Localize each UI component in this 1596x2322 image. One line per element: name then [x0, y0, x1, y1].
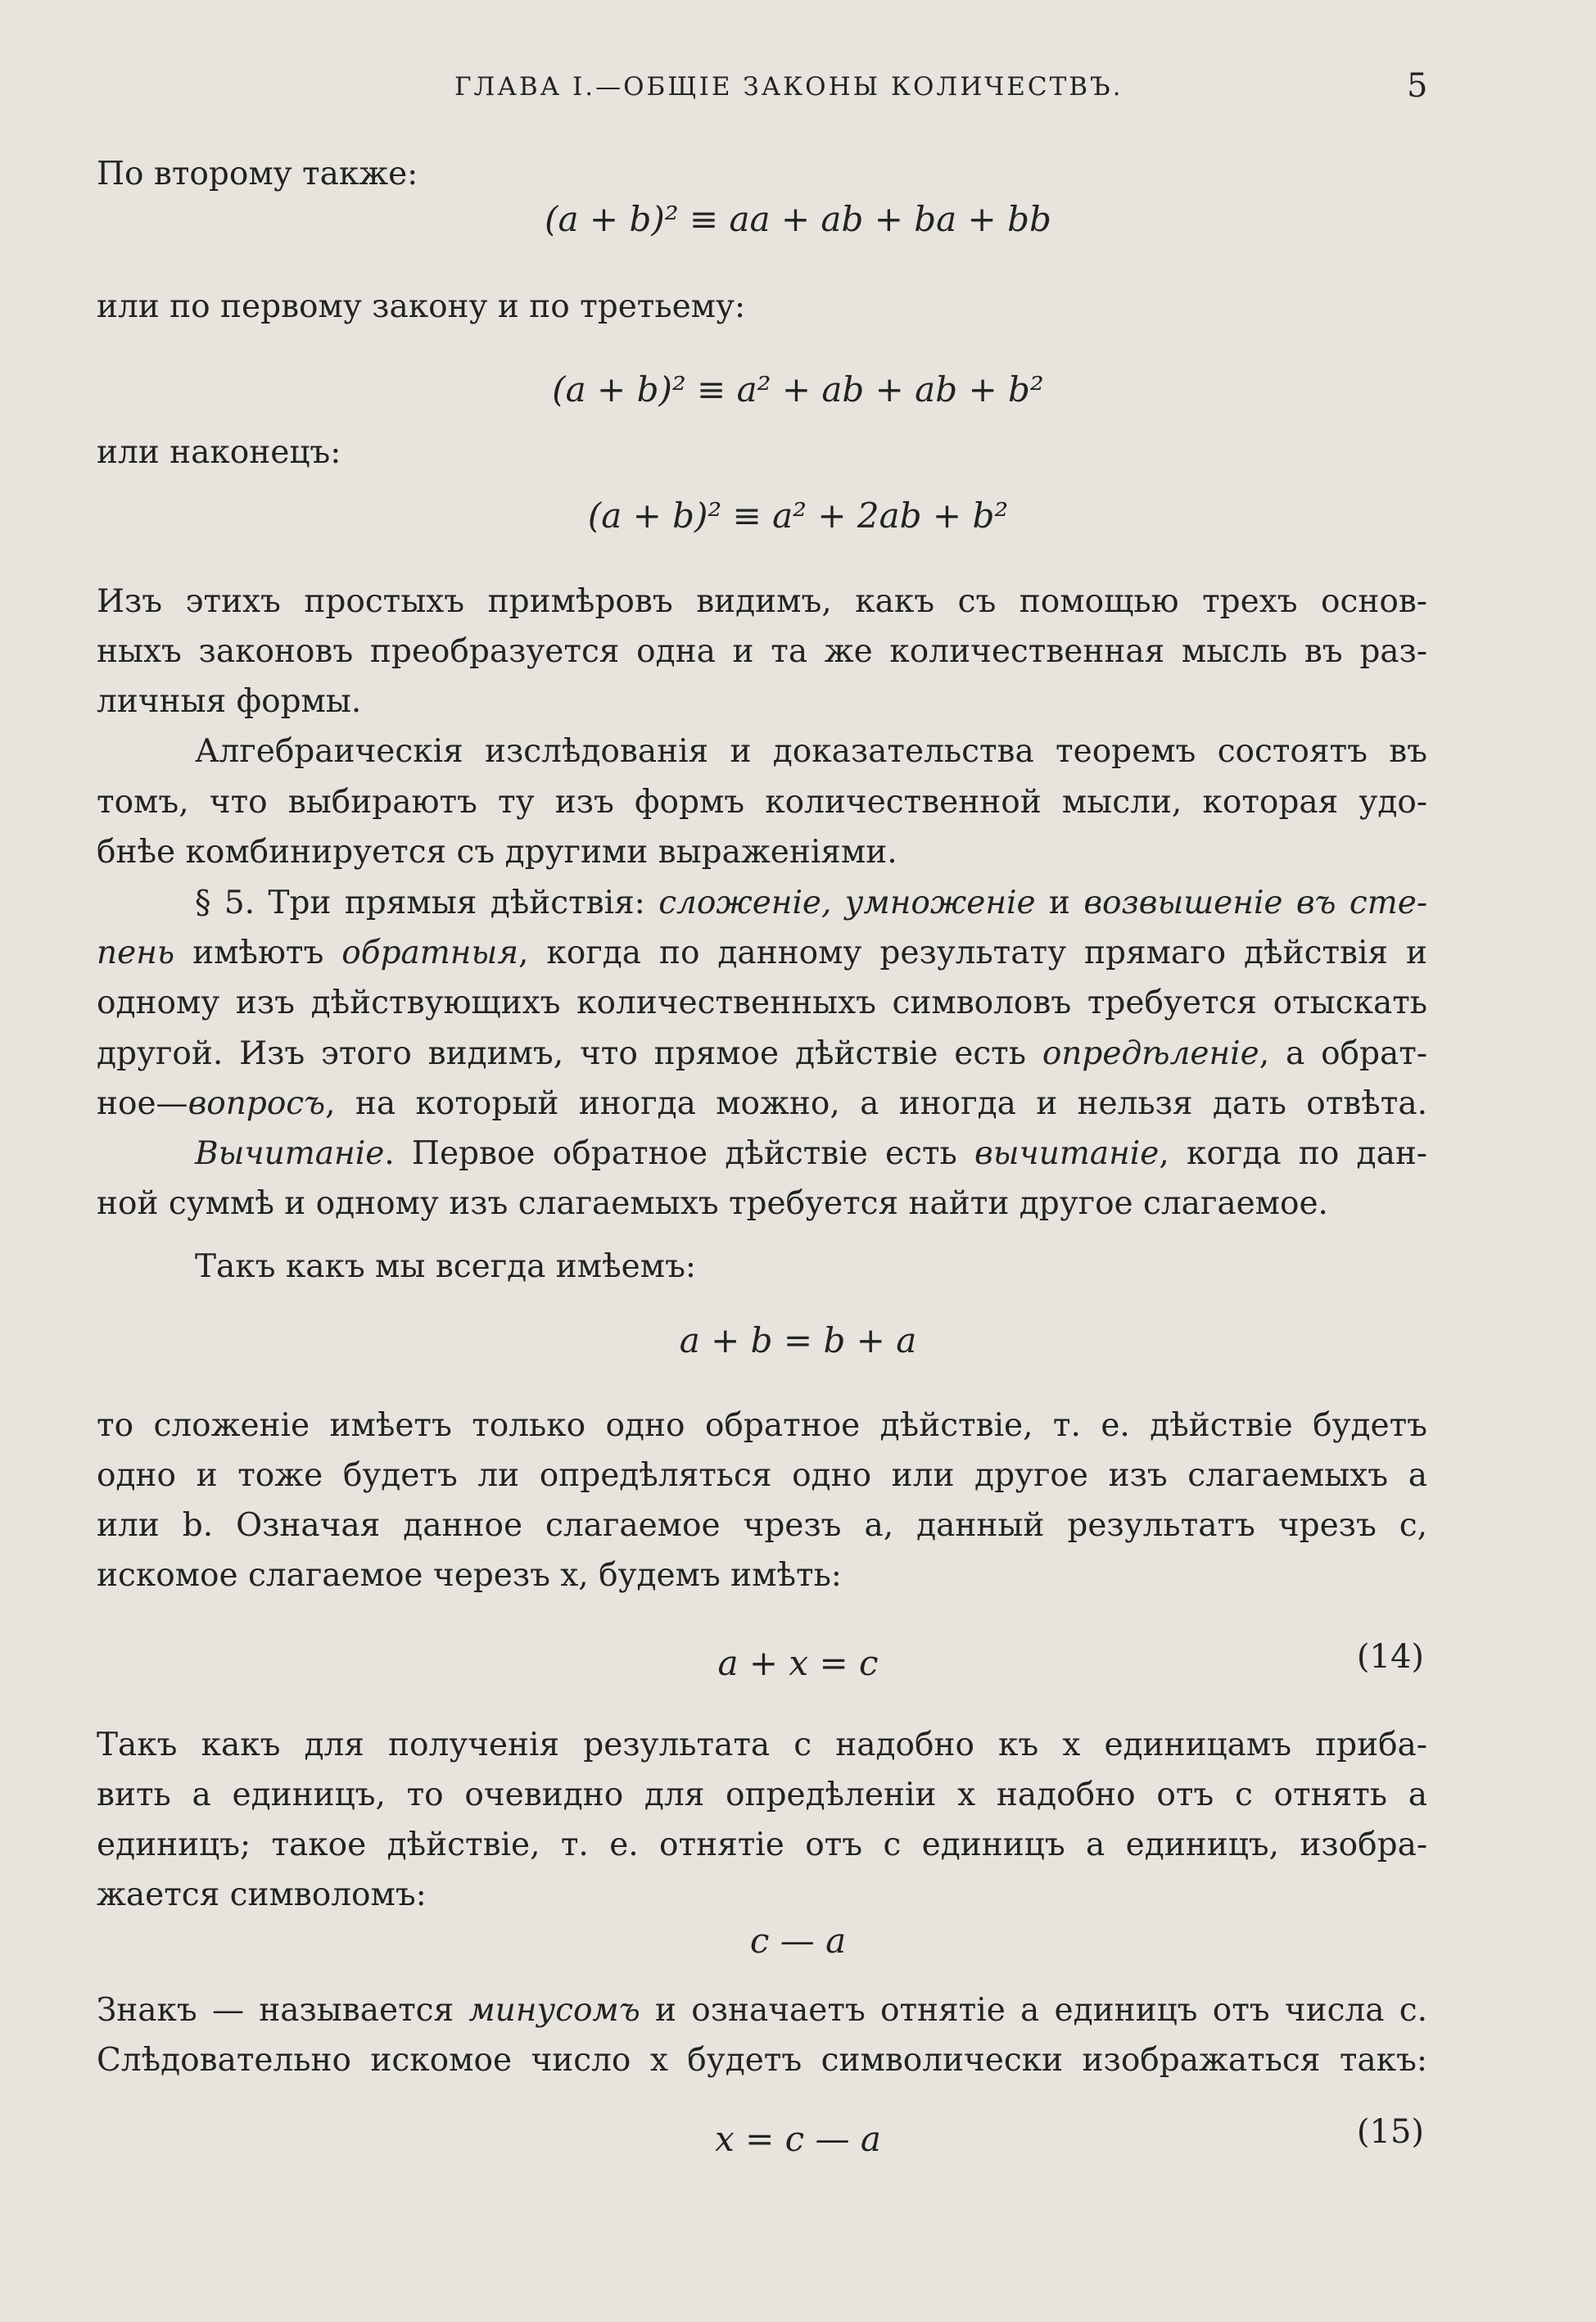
italic-term: опредѣленіе — [1042, 1035, 1259, 1072]
italic-term: минусомъ — [468, 1992, 640, 2029]
text-line: Алгебраическія изслѣдованія и доказательства теоремъ состоятъ въ — [195, 733, 1427, 770]
text-line: вить a единицъ, то очевидно для опредѣленіи x надобно отъ c отнять a — [97, 1777, 1427, 1813]
text-run: , когда по дан- — [1159, 1135, 1427, 1172]
italic-term: пень — [97, 935, 175, 971]
text-run: . Первое обратное дѣйствіе есть — [384, 1135, 975, 1172]
text-run: имѣютъ — [174, 935, 342, 971]
text-run: и — [1035, 885, 1084, 921]
text-line: По второму также: — [97, 156, 418, 192]
text-line: ныхъ законовъ преобразуется одна и та же количественная мысль въ раз- — [97, 633, 1427, 670]
text-line — [97, 1992, 1427, 2030]
italic-term: сложеніе, умноженіе — [658, 885, 1036, 921]
italic-term: вопросъ — [188, 1085, 326, 1122]
text-run: Знакъ — называется — [97, 1992, 469, 2029]
text-run: ное— — [97, 1085, 188, 1122]
formula-7: x = c — a — [715, 2119, 881, 2159]
italic-term: Вычитаніе — [195, 1135, 385, 1172]
text-line: или по первому закону и по третьему: — [97, 288, 746, 325]
text-line — [97, 935, 1427, 972]
text-line — [97, 885, 1427, 922]
formula-5: a + x = c — [717, 1643, 879, 1683]
italic-term: обратныя — [341, 935, 519, 971]
text-line: бнѣе комбинируется съ другими выраженіями. — [97, 834, 897, 871]
text-line: Такъ какъ для полученія результата c надобно къ x единицамъ приба- — [97, 1727, 1427, 1763]
text-line: единицъ; такое дѣйствіе, т. е. отнятіе отъ c единицъ a единицъ, изобра- — [97, 1826, 1427, 1863]
italic-term: возвышеніе въ сте- — [1083, 885, 1428, 921]
formula-1: (a + b)² ≡ aa + ab + ba + bb — [545, 199, 1051, 239]
formula-3: (a + b)² ≡ a² + 2ab + b² — [587, 496, 1009, 536]
text-line: Слѣдовательно искомое число x будетъ символически изображаться такъ: — [97, 2042, 1427, 2079]
text-line: то сложеніе имѣетъ только одно обратное дѣйствіе, т. е. дѣйствіе будетъ — [97, 1407, 1427, 1444]
text-line: или наконецъ: — [97, 434, 341, 471]
text-line — [97, 1135, 1427, 1173]
text-run: другой. Изъ этого видимъ, что прямое дѣйствіе есть — [97, 1035, 1042, 1072]
text-line: Такъ какъ мы всегда имѣемъ: — [195, 1248, 697, 1285]
text-line: жается символомъ: — [97, 1876, 427, 1913]
running-header — [0, 67, 1596, 113]
text-run: , а обрат- — [1259, 1035, 1428, 1072]
formula-6: c — a — [749, 1921, 847, 1961]
text-line: томъ, что выбираютъ ту изъ формъ количественной мысли, которая удо- — [97, 784, 1427, 821]
text-run: , на который иногда можно, а иногда и нельзя дать отвѣта. — [325, 1085, 1427, 1122]
equation-number: (14) — [1356, 1638, 1424, 1676]
text-line: ной суммѣ и одному изъ слагаемыхъ требуется найти другое слагаемое. — [97, 1185, 1328, 1222]
text-run: § 5. Три прямыя дѣйствія: — [195, 885, 659, 921]
text-line: или b. Означая данное слагаемое чрезъ a, данный результатъ чрезъ c, — [97, 1507, 1427, 1544]
chapter-title: ГЛАВА I.—ОБЩІЕ ЗАКОНЫ КОЛИЧЕСТВЪ. — [454, 72, 1124, 102]
text-line: одно и тоже будетъ ли опредѣляться одно или другое изъ слагаемыхъ a — [97, 1457, 1427, 1494]
text-line: личныя формы. — [97, 683, 362, 720]
text-line: одному изъ дѣйствующихъ количественныхъ символовъ требуется отыскать — [97, 984, 1427, 1021]
text-line — [97, 1035, 1427, 1073]
equation-number: (15) — [1356, 2113, 1424, 2151]
text-run: и означаетъ отнятіе a единицъ отъ числа c. — [640, 1992, 1427, 2029]
italic-term: вычитаніе — [974, 1135, 1160, 1172]
text-run: , когда по данному результату прямаго дѣйствія и — [518, 935, 1427, 971]
formula-4: a + b = b + a — [679, 1320, 917, 1360]
text-line: Изъ этихъ простыхъ примѣровъ видимъ, какъ съ помощью трехъ основ- — [97, 583, 1427, 620]
text-line: искомое слагаемое черезъ x, будемъ имѣть: — [97, 1557, 842, 1594]
page-number: 5 — [1407, 67, 1428, 105]
text-line — [97, 1085, 1427, 1123]
formula-2: (a + b)² ≡ a² + ab + ab + b² — [552, 369, 1044, 410]
